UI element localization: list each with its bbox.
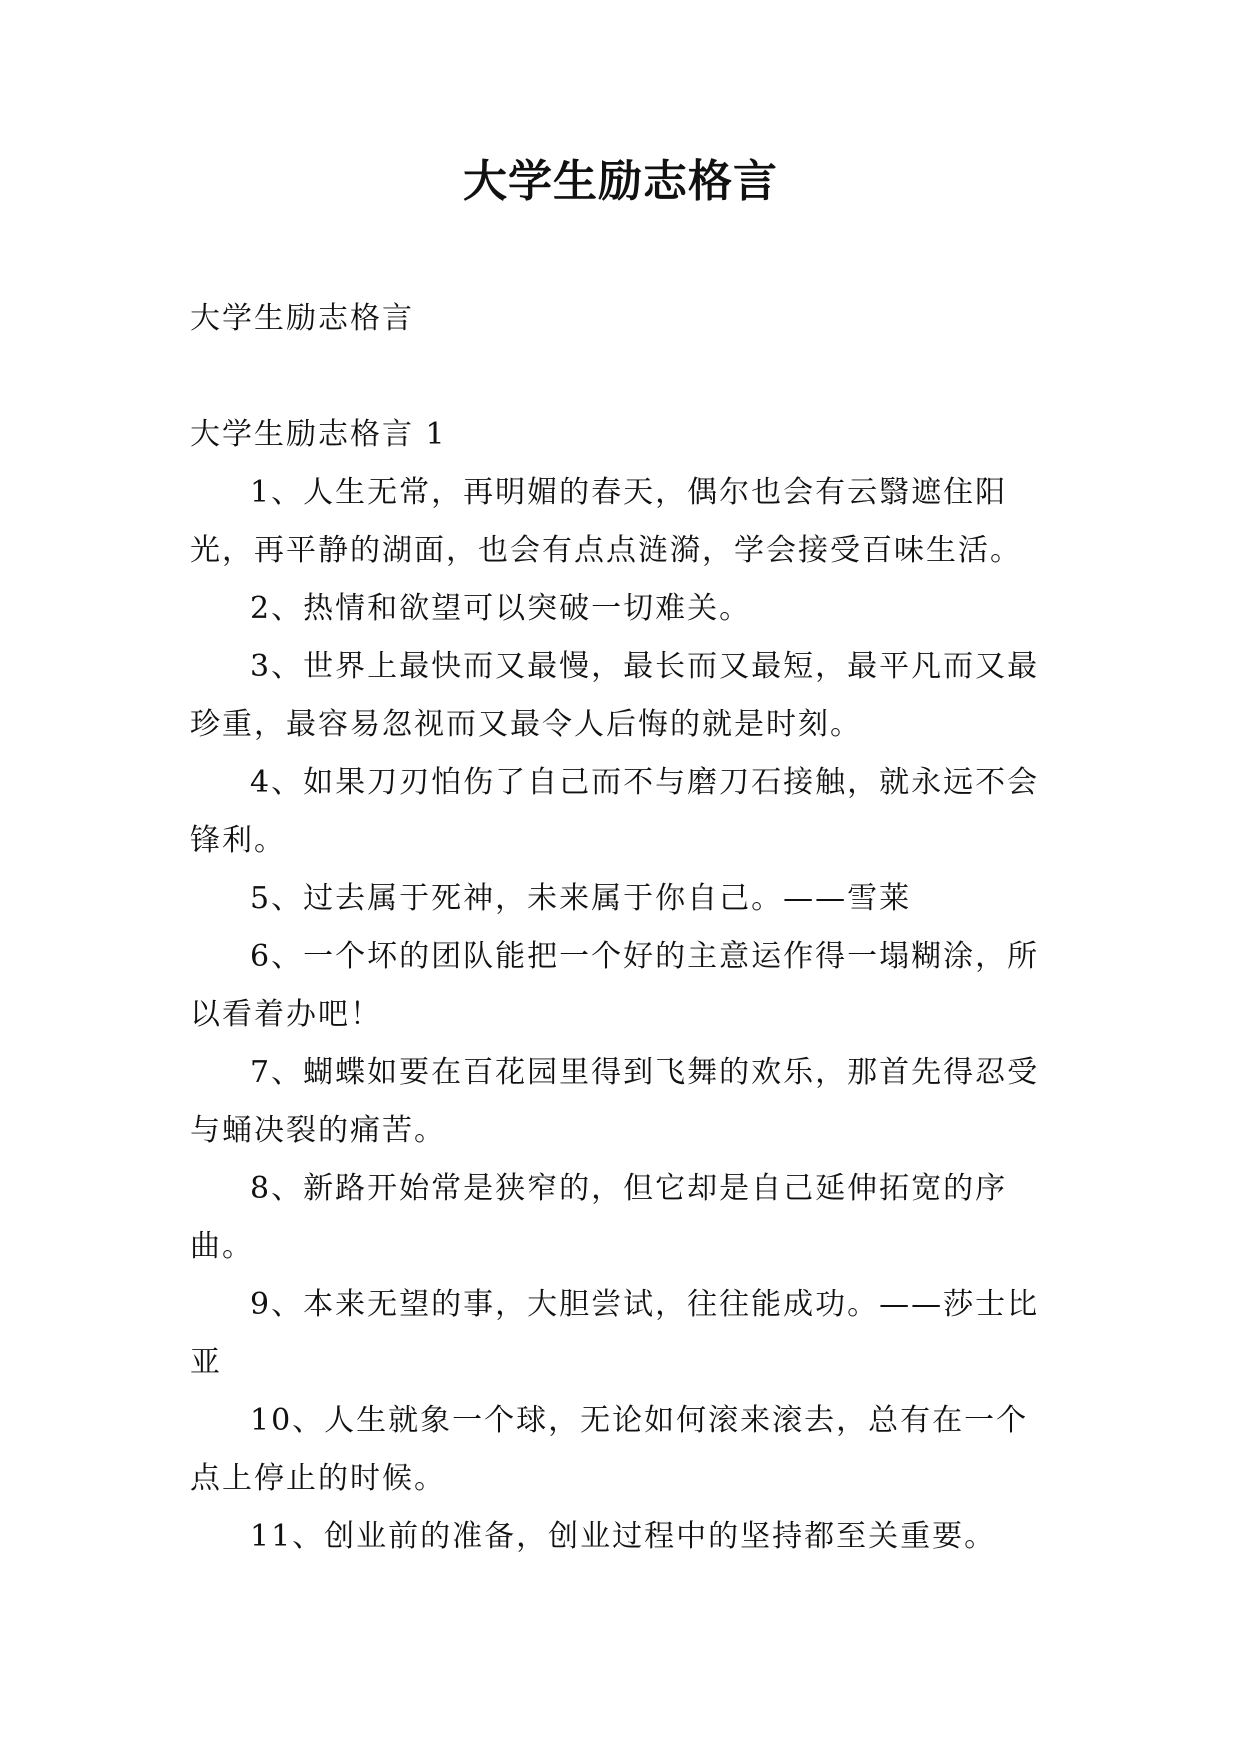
quote-paragraph-10: 10、人生就象一个球，无论如何滚来滚去，总有在一个点上停止的时候。	[190, 1403, 1029, 1496]
document-body	[190, 290, 1060, 1566]
section-heading: 大学生励志格言 1	[190, 417, 447, 452]
quote-paragraph-9: 9、本来无望的事，大胆尝试，往往能成功。——莎士比亚	[190, 1287, 1040, 1380]
quote-paragraph-4: 4、如果刀刃怕伤了自己而不与磨刀石接触，就永远不会锋利。	[190, 765, 1040, 858]
quote-paragraph-5: 5、过去属于死神，未来属于你自己。——雪莱	[250, 881, 912, 916]
quote-paragraph-3: 3、世界上最快而又最慢，最长而又最短，最平凡而又最珍重，最容易忽视而又最令人后悔的就是时刻。	[190, 649, 1040, 742]
quote-paragraph-6: 6、一个坏的团队能把一个好的主意运作得一塌糊涂，所以看着办吧！	[190, 939, 1040, 1032]
quote-paragraph-1: 1、人生无常，再明媚的春天，偶尔也会有云翳遮住阳光，再平静的湖面，也会有点点涟漪，学会接受百味生活。	[190, 475, 1022, 568]
quote-paragraph-8: 8、新路开始常是狭窄的，但它却是自己延伸拓宽的序曲。	[190, 1171, 1008, 1264]
quote-paragraph-2: 2、热情和欲望可以突破一切难关。	[250, 591, 752, 626]
document-title: 大学生励志格言	[463, 156, 778, 207]
quote-paragraph-11: 11、创业前的准备，创业过程中的坚持都至关重要。	[250, 1519, 997, 1554]
document-subtitle: 大学生励志格言	[190, 301, 414, 336]
quote-paragraph-7: 7、蝴蝶如要在百花园里得到飞舞的欢乐，那首先得忍受与蛹决裂的痛苦。	[190, 1055, 1040, 1148]
